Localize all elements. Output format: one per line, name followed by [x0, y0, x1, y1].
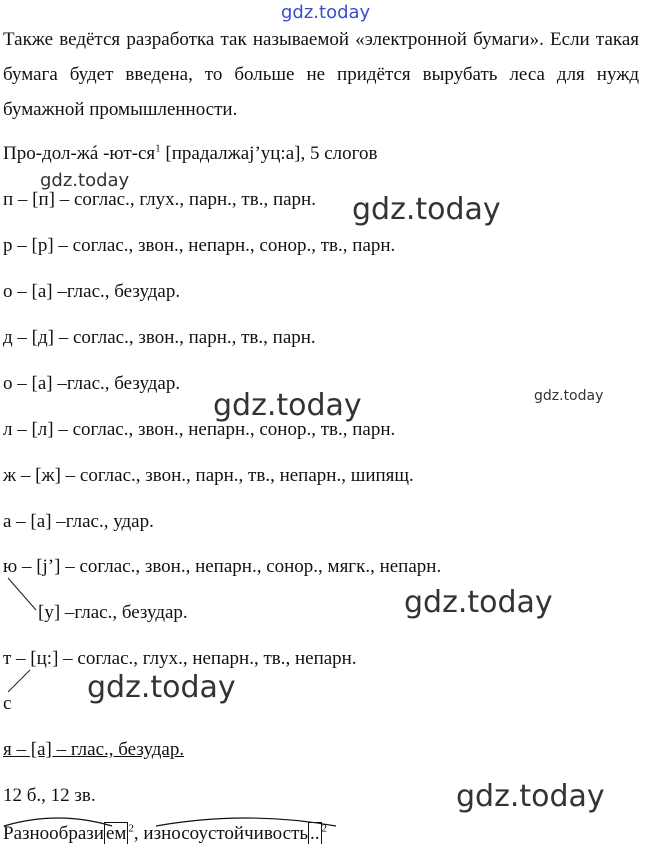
phoneme-row: [у] –глас., безудар. — [38, 602, 188, 623]
phoneme-row: п – [п] – соглас., глух., парн., тв., парн. — [3, 189, 316, 210]
phoneme-row: д – [д] – соглас., звон., парн., тв., парн. — [3, 327, 316, 348]
watermark: gdz.today — [456, 779, 605, 814]
word-ending: ем — [105, 823, 127, 844]
connector-line — [8, 578, 36, 610]
phoneme-row: с — [3, 693, 12, 714]
watermark: gdz.today — [40, 170, 130, 191]
phoneme-row: ю – [j’] – соглас., звон., непарн., сонор., мягк., непарн. — [3, 556, 442, 577]
watermark: gdz.today — [352, 192, 501, 227]
footnote-mark: 1 — [155, 142, 161, 155]
phoneme-row: я – [а] – глас., безудар. — [3, 739, 185, 760]
phoneme-row: а – [а] –глас., удар. — [3, 511, 154, 532]
watermark: gdz.today — [87, 670, 236, 705]
analysis-header — [3, 142, 377, 166]
phoneme-row: ж – [ж] – соглас., звон., парн., тв., непарн., шипящ. — [3, 465, 414, 486]
morpheme-line — [3, 822, 327, 846]
connector-line — [8, 670, 30, 692]
phoneme-row: р – [р] – соглас., звон., непарн., сонор., тв., парн. — [3, 235, 396, 256]
watermark: gdz.today — [404, 585, 553, 620]
watermark: gdz.today — [534, 388, 604, 404]
sup-mark: 2 — [128, 822, 134, 835]
phoneme-row: о – [а] –глас., безудар. — [3, 281, 181, 302]
sup-mark: 2 — [321, 822, 328, 835]
watermark: gdz.today — [281, 2, 371, 23]
word-stem: износоустойчивость — [143, 823, 309, 844]
word-stem: Разнообрази — [3, 823, 104, 844]
transcription: [прадалжаj’уц:а], 5 слогов — [160, 143, 378, 164]
summary: 12 б., 12 зв. — [3, 785, 96, 806]
intro-paragraph: Также ведётся разработка так называемой «электронной бумаги». Если такая бумага будет введена, то больше не придётся вырубать леса для нужд бумажной промышленности. — [3, 29, 639, 120]
phoneme-row: о – [а] –глас., безудар. — [3, 373, 181, 394]
separator: , — [133, 823, 144, 844]
watermark: gdz.today — [213, 388, 362, 423]
phoneme-row: т – [ц:] – соглас., глух., непарн., тв., непарн. — [3, 648, 357, 669]
phoneme-row: л – [л] – соглас., звон., непарн., сонор., тв., парн. — [3, 419, 396, 440]
syllable-split: Про-дол-жá -ют-ся — [3, 143, 156, 164]
word-ending: .. — [310, 823, 320, 844]
